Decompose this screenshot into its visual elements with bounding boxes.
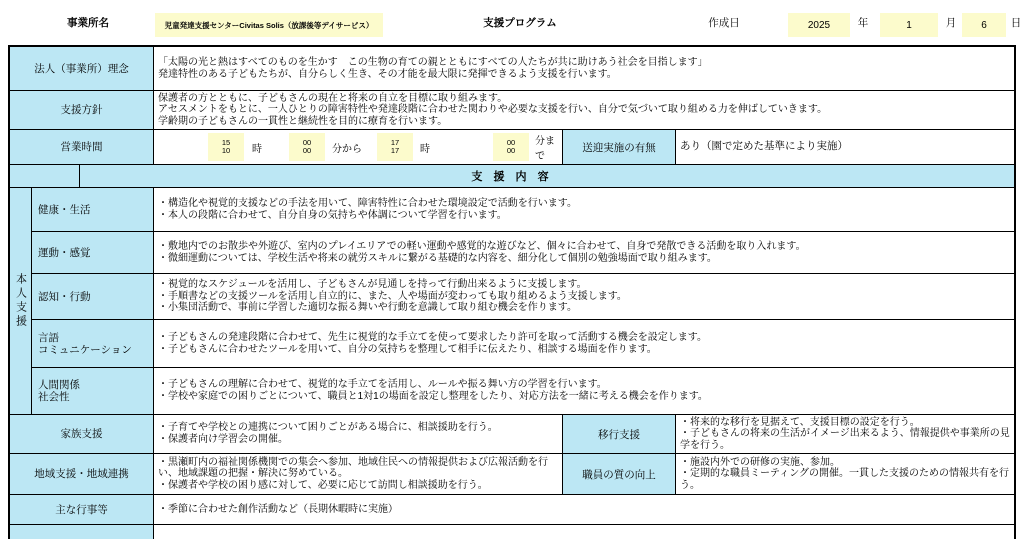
to-suffix: 分まで (535, 136, 555, 162)
transition-support-label: 移行支援 (562, 415, 676, 453)
community-support-text: ・黒瀬町内の福祉関係機関での集会へ参加、地域住民への情報提供および広報活動を行い、地域課題の把握・解決に努めている。 ・保護者や学校の困り感に対して、必要に応じて訪問し相談援助を行う。 (158, 456, 548, 491)
language-communication-row (32, 320, 1014, 368)
creation-date-label: 作成日 (708, 17, 740, 29)
health-life-label: 健康・生活 (32, 188, 154, 231)
office-name-field[interactable]: 児童発達支援センターCivitas Solis（放課後等デイサービス） (155, 13, 383, 37)
document-header (0, 0, 1024, 45)
office-name-label: 事業所名 (67, 17, 109, 29)
philosophy-row (10, 47, 1014, 91)
health-life-text: ・構造化や視覚的支援などの手法を用いて、障害特性に合わせた環境設定で活動を行います。 ・本人の段階に合わせて、自分自身の気持ちや体調について学習を行います。 (158, 197, 577, 221)
family-support-row (10, 415, 1014, 454)
health-life-row (32, 188, 1014, 232)
end-hour-field[interactable]: 17 17 (377, 133, 413, 161)
motor-sensory-label: 運動・感覚 (32, 232, 154, 273)
relationships-social-label: 人間関係 社会性 (32, 368, 154, 414)
relationships-social-text: ・子どもさんの理解に合わせて、視覚的な手立てを活用し、ルールや振る舞い方の学習を行います。 ・学校や家庭での困りごとについて、職員と1対1の場面を設定し整理をしたり、対応方法を一緒に考える機会を作ります。 (158, 379, 708, 402)
support-content-header (10, 165, 1014, 188)
staff-quality-text: ・施設内外での研修の実施、参加。 ・定期的な職員ミーティングの開催。一貫した支援のための情報共有を行う。 (680, 456, 1009, 491)
language-communication-label: 言語 コミュニケーション (32, 320, 154, 367)
month-suffix: 月 (945, 17, 957, 29)
philosophy-text: 「太陽の光と熱はすべてのものを生かす この生物の育ての親とともにすべての人たちが共に助けあう社会を目指します」 発達特性のある子どもたちが、自分らしく生き、その才能を最大限に発揮できるよう支援を行います。 (158, 56, 708, 80)
cognition-behavior-text: ・視覚的なスケジュールを活用し、子どもさんが見通しを持って行動出来るように支援します。 ・手順書などの支援ツールを活用し自立的に、また、人や場面が変わっても取り組めるよう支援します。 ・小集団活動で、事前に学習した適切な振る舞いや行動を意識して取り組む機会を作ります。 (158, 279, 627, 314)
end-minute-field[interactable]: 00 00 (493, 133, 529, 161)
hours-values (154, 130, 562, 164)
policy-text: 保護者の方とともに、子どもさんの現在と将来の自立を目標に取り組みます。 アセスメントをもとに、一人ひとりの障害特性や発達段階に合わせた関わりや必要な支援を行い、自分で気づいて取り組める力を伸ばしていきます。 学齢期の子どもさんの一貫性と継続性を目的に療育を行います。 (158, 92, 828, 127)
hours-row (10, 130, 1014, 165)
staff-quality-label: 職員の質の向上 (562, 454, 676, 494)
family-support-text: ・子育てや学校との連携について困りごとがある場合に、相談援助を行う。 ・保護者向け学習会の開催。 (158, 422, 498, 445)
day-field[interactable]: 6 (962, 13, 1006, 37)
section-divider (79, 165, 80, 187)
transition-support-text: ・将来的な移行を見据えて、支援目標の設定を行う。 ・子どもさんの将来の生活がイメージ出来るよう、情報提供や事業所の見学を行う。 (680, 416, 1010, 451)
events-text: ・季節に合わせた創作活動など（長期休暇時に実施） (158, 503, 398, 515)
policy-row (10, 91, 1014, 130)
start-minute-field[interactable]: 00 00 (289, 133, 325, 161)
start-hour-field[interactable]: 15 10 (208, 133, 244, 161)
from-suffix: 分から (332, 143, 362, 155)
personal-support-label: 本人支援 (10, 188, 32, 414)
community-support-row (10, 454, 1014, 495)
support-program-table (8, 45, 1016, 539)
motor-sensory-row (32, 232, 1014, 274)
year-suffix: 年 (857, 17, 869, 29)
policy-label: 支援方針 (10, 91, 154, 129)
transport-value: あり（園で定めた基準により実施） (680, 140, 848, 153)
community-support-label: 地域支援・地域連携 (10, 454, 154, 494)
language-communication-text: ・子どもさんの発達段階に合わせて、先生に視覚的な手立てを使って要求したり許可を取って活動する機会を設定します。 ・子どもさんに合わせたツールを用いて、自分の気持ちを整理して相手に伝えたり、相談する場面を作ります。 (158, 331, 707, 355)
events-label: 主な行事等 (10, 495, 154, 524)
hours-label: 営業時間 (10, 130, 154, 164)
month-field[interactable]: 1 (880, 13, 938, 37)
personal-support-block (10, 188, 1014, 415)
support-content-title: 支 援 内 容 (471, 171, 553, 183)
page-title: 支援プログラム (483, 17, 557, 29)
relationships-social-row (32, 368, 1014, 414)
motor-sensory-text: ・敷地内でのお散歩や外遊び、室内のプレイエリアでの軽い運動や感覚的な遊びなど、個々に合わせて、自身で発散できる活動を取り入れます。 ・微細運動については、学校生活や将来の就労スキルに繋がる基礎的な内容を、細分化して個別の勉強場面で取り組みます。 (158, 240, 806, 264)
events-row (10, 495, 1014, 525)
philosophy-label: 法人（事業所）理念 (10, 47, 154, 90)
cognition-behavior-label: 認知・行動 (32, 274, 154, 319)
cognition-behavior-row (32, 274, 1014, 320)
hour-suffix-2: 時 (420, 143, 430, 155)
year-field[interactable]: 2025 (788, 13, 850, 37)
hour-suffix: 時 (252, 143, 262, 155)
transport-label: 送迎実施の有無 (562, 130, 676, 164)
day-suffix: 日 (1010, 17, 1022, 29)
family-support-label: 家族支援 (10, 415, 154, 453)
